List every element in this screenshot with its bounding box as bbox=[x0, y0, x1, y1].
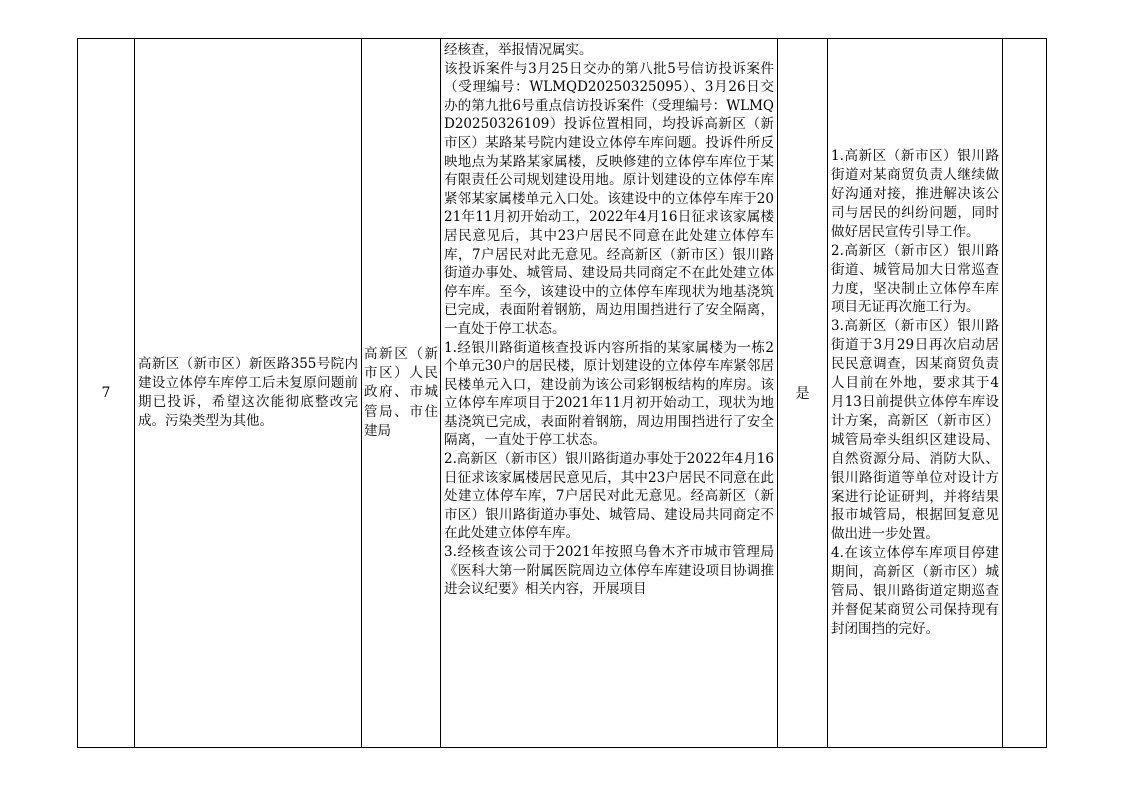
measures: 1.高新区（新市区）银川路街道对某商贸负责人继续做好沟通对接，推进解决该公司与居民的纠纷问题，同时做好居民宣传引导工作。 2.高新区（新市区）银川路街道、城管局加大日常巡查力度，坚决制止立体停车库项目无证再次施工行为。 3.高新区（新市区）银川路街道于3月29日再次启动居民民意调查，因某商贸负责人目前在外地，要求其于4月13日前提供立体停车库设计方案，高新区（新市区）城管局牵头组织区建设局、自然资源分局、消防大队、银川路街道等单位对设计方案进行论证研判，并将结果报市城管局，根据回复意见做出进一步处置。 4.在该立体停车库项目停建期间，高新区（新市区）城管局、银川路街道定期巡查并督促某商贸公司保持现有封闭围挡的完好。 bbox=[831, 148, 999, 637]
table-row bbox=[78, 39, 1047, 748]
complaint-content-cell bbox=[135, 39, 362, 748]
responsible-units: 高新区（新市区）人民政府、市城管局、市住建局 bbox=[364, 345, 438, 439]
verified-cell bbox=[778, 39, 828, 748]
investigation-detail-cell bbox=[441, 39, 778, 748]
measures-cell bbox=[828, 39, 1003, 748]
responsible-units-cell bbox=[362, 39, 441, 748]
remarks-cell bbox=[1003, 39, 1047, 748]
row-number: 7 bbox=[101, 385, 111, 401]
petition-table bbox=[77, 38, 1047, 748]
complaint-content: 高新区（新市区）新医路355号院内建设立体停车库停工后未复原问题前期已投诉，希望这次能彻底整改完成。污染类型为其他。 bbox=[138, 355, 358, 430]
verified-value: 是 bbox=[795, 386, 810, 402]
investigation-detail: 经核查，举报情况属实。 该投诉案件与3月25日交办的第八批5号信访投诉案件（受理编号：WLMQD20250325095）、3月26日交办的第九批6号重点信访投诉案件（受理编号：WLMQD20250326109）投诉位置相同，均投诉高新区（新市区）某路某号院内建设立体停车库问题。投诉件所反映地点为某路某家属楼，反映修建的立体停车库位于某有限责任公司规划建设用地。原计划建设的立体停车库紧邻某家属楼单元入口处。该建设中的立体停车库于2021年11月初开始动工，2022年4月16日征求该家属楼居民意见后，其中23户居民不同意在此处建立体停车库，7户居民对此无意见。经高新区（新市区）银川路街道办事处、城管局、建设局共同商定不在此处建立体停车库。至今，该建设中的立体停车库现状为地基浇筑已完成，表面附着钢筋，周边用围挡进行了安全隔离，一直处于停工状态。 1.经银川路街道核查投诉内容所指的某家属楼为一栋2个单元30户的居民楼，原计划建设的立体停车库紧邻居民楼单元入口，建设前为该公司彩钢板结构的库房。该立体停车库项目于2021年11月初开始动工，现状为地基浇筑已完成，表面附着钢筋，周边用围挡进行了安全隔离，一直处于停工状态。 2.高新区（新市区）银川路街道办事处于2022年4月16日征求该家属楼居民意见后，其中23户居民不同意在此处建立体停车库，7户居民对此无意见。经高新区（新市区）银川路街道办事处、城管局、建设局共同商定不在此处建立体停车库。 3.经核查该公司于2021年按照乌鲁木齐市城市管理局《医科大第一附属医院周边立体停车库建设项目协调推进会议纪要》相关内容，开展项目 bbox=[444, 42, 774, 598]
row-number-cell bbox=[78, 39, 135, 748]
